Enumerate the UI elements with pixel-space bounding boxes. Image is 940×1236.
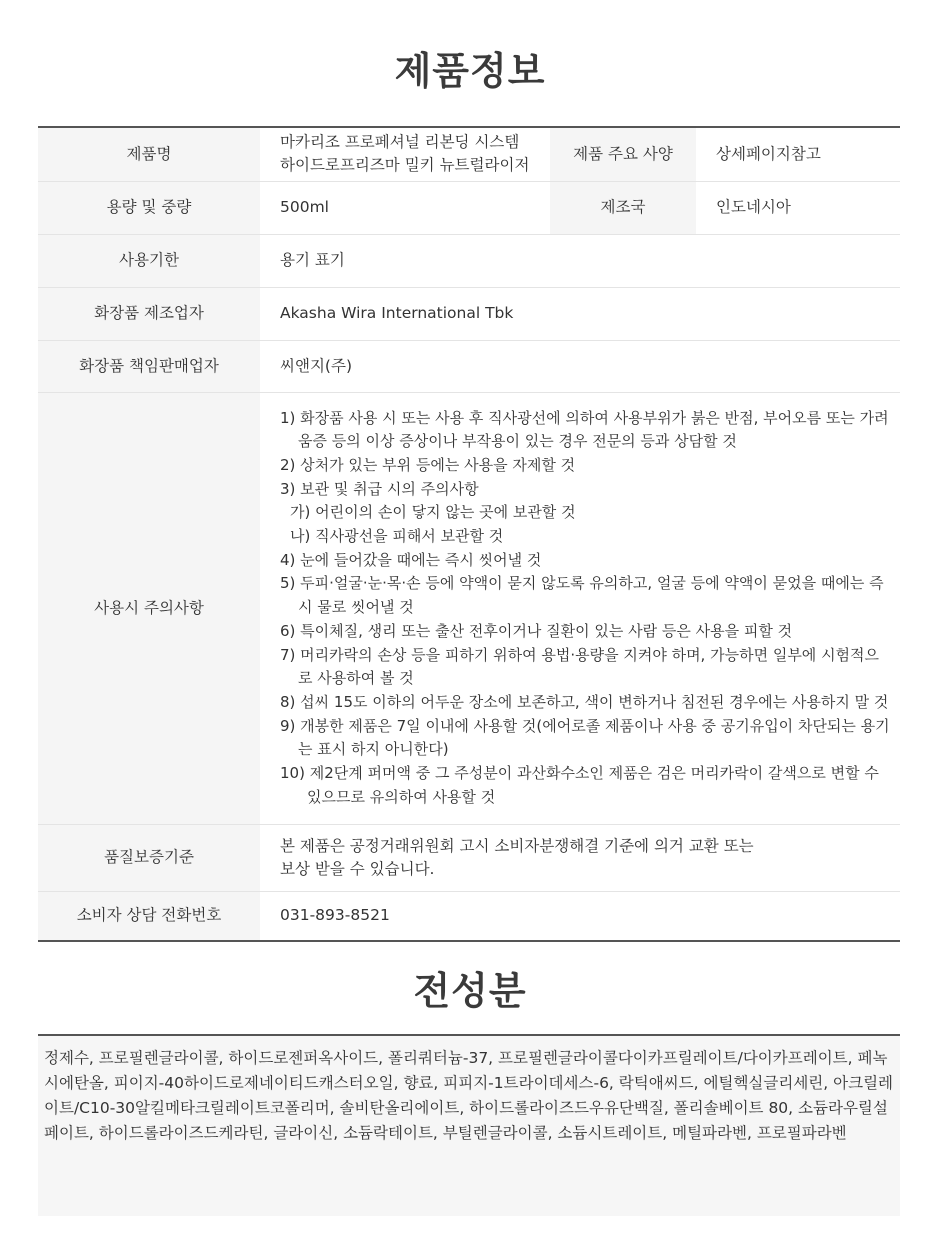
phone-value: 031-893-8521 [280, 906, 390, 925]
list-item: 2) 상처가 있는 부위 등에는 사용을 자제할 것 [280, 455, 576, 474]
list-item: 7) 머리카락의 손상 등을 피하기 위하여 용법·용량을 지켜야 하며, 가능하면 일부에 시험적으로 사용하여 볼 것 [280, 645, 880, 688]
list-item: 8) 섭씨 15도 이하의 어두운 장소에 보존하고, 색이 변하거나 침전된 경우에는 사용하지 말 것 [280, 692, 889, 711]
table-row [38, 340, 900, 392]
row-label-phone: 소비자 상담 전화번호 [38, 891, 260, 941]
manufacturer-value: Akasha Wira International Tbk [260, 287, 900, 340]
spec-value: 상세페이지참고 [696, 127, 900, 181]
list-item: 3) 보관 및 취급 시의 주의사항 [280, 479, 479, 498]
ingredients-title: 전성분 [413, 969, 527, 1013]
warranty-line2: 보상 받을 수 있습니다. [280, 859, 435, 878]
warranty-line1: 본 제품은 공정거래위원회 고시 소비자분쟁해결 기준에 의거 교환 또는 [280, 836, 754, 855]
list-item: 나) 직사광선을 피해서 보관할 것 [290, 527, 504, 546]
cautions-list [280, 407, 892, 810]
row-label-country: 제조국 [550, 181, 696, 234]
list-item: 10) 제2단계 퍼머액 중 그 주성분이 과산화수소인 제품은 검은 머리카락이 갈색으로 변할 수 있으므로 유의하여 사용할 것 [280, 764, 879, 806]
list-item: 5) 두피·얼굴·눈·목·손 등에 약액이 묻지 않도록 유의하고, 얼굴 등에 약액이 묻었을 때에는 즉시 물로 씻어낼 것 [280, 574, 884, 617]
table-row [38, 287, 900, 340]
expiry-value: 용기 표기 [260, 234, 900, 287]
list-item: 4) 눈에 들어갔을 때에는 즉시 씻어낼 것 [280, 550, 542, 569]
table-row [38, 392, 900, 824]
ingredients-text: 정제수, 프로필렌글라이콜, 하이드로젠퍼옥사이드, 폴리쿼터늄-37, 프로필렌글라이콜다이카프릴레이트/다이카프레이트, 페녹시에탄올, 피이지-40하이드로제네이티드캐스터오일, 향료, 피피지-1트라이데세스-6, 락틱애씨드, 에틸헥실글리세린, 아크릴레이트/C10-30알킬메타크릴레이트코폴리머, 솔비탄올리에이트, 하이드롤라이즈드우유단백질, 폴리솔베이트 80, 소듐라우릴설페이트, 하이드롤라이즈드케라틴, 글라이신, 소듐락테이트, 부틸렌글라이콜, 소듐시트레이트, 메틸파라벤, 프로필파라벤 [38, 1034, 900, 1216]
product-info-table [38, 126, 900, 942]
list-item: 9) 개봉한 제품은 7일 이내에 사용할 것(에어로졸 제품이나 사용 중 공기유입이 차단되는 용기는 표시 하지 아니한다) [280, 716, 890, 759]
country-value: 인도네시아 [696, 181, 900, 234]
table-row [38, 891, 900, 941]
list-item: 1) 화장품 사용 시 또는 사용 후 직사광선에 의하여 사용부위가 붉은 반점, 부어오름 또는 가려움증 등의 이상 증상이나 부작용이 있는 경우 전문의 등과 상담할 것 [280, 408, 889, 451]
list-item: 6) 특이체질, 생리 또는 출산 전후이거나 질환이 있는 사람 등은 사용을 피할 것 [280, 621, 793, 640]
row-label-seller: 화장품 책임판매업자 [38, 340, 260, 392]
row-label-warranty: 품질보증기준 [38, 824, 260, 891]
product-name-value [260, 127, 550, 181]
table-row [38, 127, 900, 181]
table-row [38, 824, 900, 891]
table-row [38, 181, 900, 234]
product-name-line1: 마카리조 프로페셔널 리본딩 시스템 [280, 133, 520, 152]
table-row [38, 234, 900, 287]
warranty-value [260, 824, 900, 891]
page-title: 제품정보 [394, 49, 546, 93]
row-label-cautions: 사용시 주의사항 [38, 392, 260, 824]
row-label-name: 제품명 [38, 127, 260, 181]
list-item: 가) 어린이의 손이 닿지 않는 곳에 보관할 것 [290, 503, 576, 522]
row-label-volume: 용량 및 중량 [38, 181, 260, 234]
seller-value: 씨앤지(주) [260, 340, 900, 392]
cautions-value [260, 392, 900, 824]
row-label-expiry: 사용기한 [38, 234, 260, 287]
product-name-line2: 하이드로프리즈마 밀키 뉴트럴라이저 [280, 156, 530, 175]
row-label-spec: 제품 주요 사양 [550, 127, 696, 181]
volume-value: 500ml [260, 181, 550, 234]
row-label-manufacturer: 화장품 제조업자 [38, 287, 260, 340]
